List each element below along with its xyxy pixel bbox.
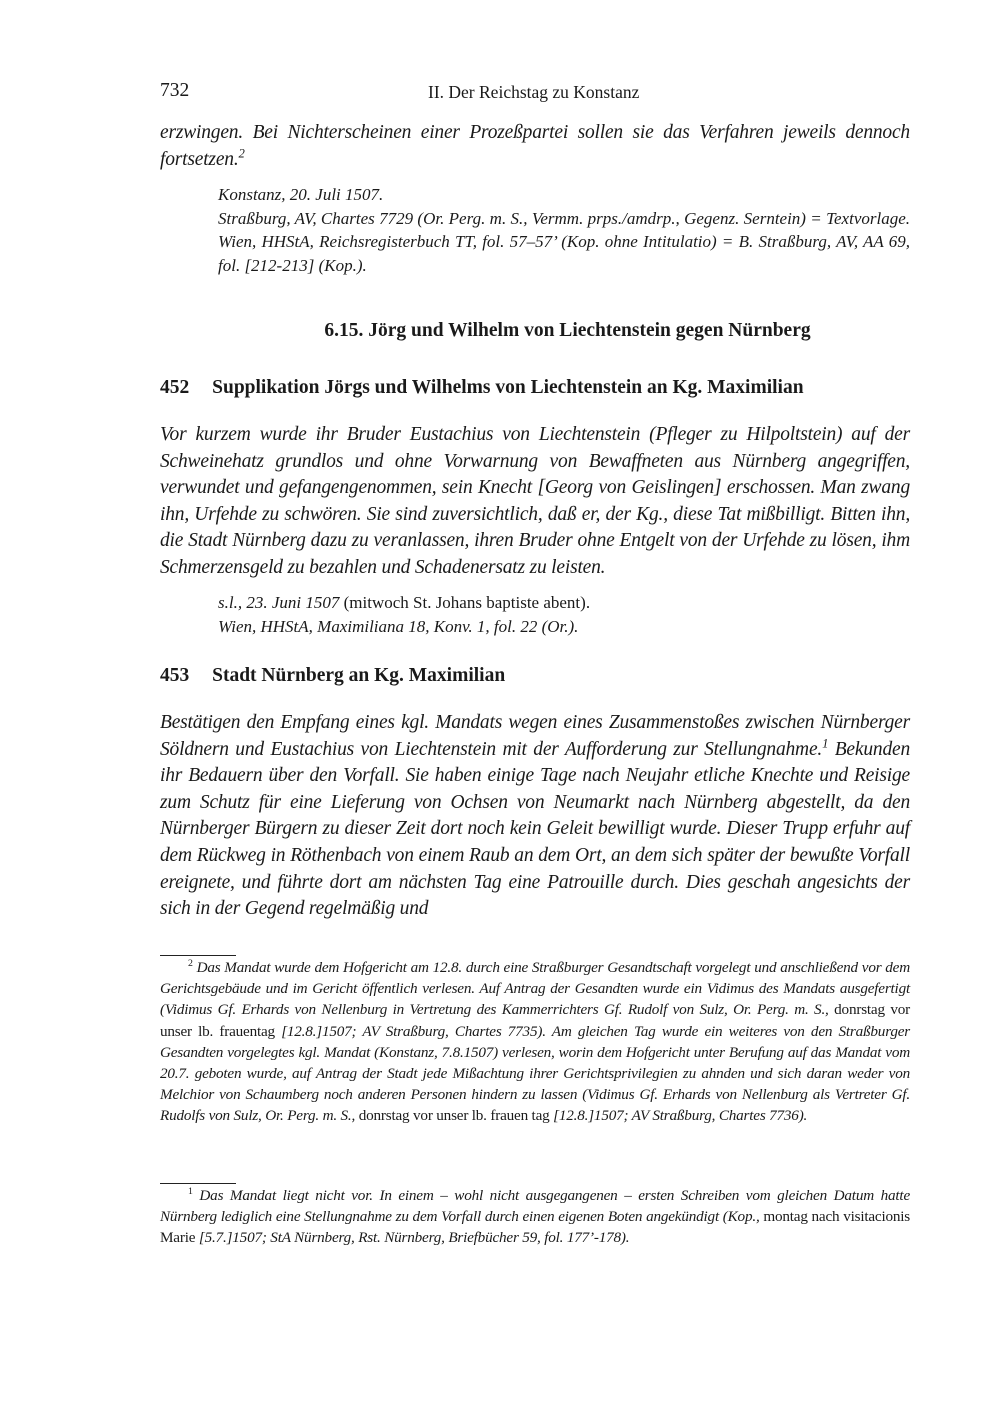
doc-number: 452 — [160, 377, 190, 398]
source-archive: Straßburg, AV, Chartes 7729 (Or. Perg. m. S., Vermm. prps./amdrp., Gegenz. Serntein) = Textvorlage. Wien, HHStA, Reichsregisterbuch TT, fol. 57–57’ (Kop. ohne Intitulatio) = B. Straßburg, AV, AA 69, fol. [212-213] (Kop.). — [218, 208, 910, 275]
footnote-ref-1[interactable]: 1 — [822, 736, 829, 751]
footnote-ref-2[interactable]: 2 — [238, 146, 245, 161]
footnote-text: [5.7.]1507; StA Nürnberg, Rst. Nürnberg, Briefbücher 59, fol. 177’-178). — [198, 1229, 630, 1247]
doc-453-summary — [160, 710, 910, 923]
section-heading: 6.15. Jörg und Wilhelm von Liechtenstein gegen Nürnberg — [324, 320, 811, 341]
footnote-quote: montag nach visitacionis Marie — [160, 1208, 910, 1247]
footnote-1 — [160, 1185, 910, 1249]
footnote-quote: donrstag vor unser lb. frauen tag — [355, 1107, 554, 1125]
carryover-source — [218, 183, 910, 277]
footnote-text: Das Mandat wurde dem Hofgericht am 12.8. durch eine Straßburger Gesandtschaft vorgelegt und anschließend vor dem Gerichtsgebäude und im Gericht öffentlich verlesen. Auf Antrag der Gesandten wurde ein Vidimus des Mandats ausgefertigt (Vidimus Gf. Erhards von Nellenburg in Vertretung des Kammerrichters Gf. Rudolf von Sulz, Or. Perg. m. S., — [160, 959, 910, 1019]
doc-452-source — [218, 591, 910, 638]
footnote-text: Das Mandat liegt nicht vor. In einem – wohl nicht ausgegangenen – ersten Schreiben vom gleichen Datum hatte Nürnberg lediglich eine Stellungnahme zu dem Vorfall durch einen eigenen Boten angekündigt (Kop., — [160, 1187, 910, 1226]
footnote-2 — [160, 957, 910, 1127]
footnote-quote: donrstag vor unser lb. frauentag — [160, 1001, 910, 1040]
footnote-text: [12.8.]1507; AV Straßburg, Chartes 7735). Am gleichen Tag wurde ein weiteres von den Straßburger Gesandten vorgelegtes kgl. Mandat (Konstanz, 7.8.1507) verlesen, worin dem Hofgericht unter Berufung auf das Mandat vom 20.7. geboten wurde, auf Antrag der Stadt jede Mißachtung ihrer Gerichtsprivilegien zu ahnden und sich daran weder von Melchior von Schaumberg noch anderen Personen hindern zu lassen (Vidimus Gf. Erhards von Nellenburg als Vertreter Gf. Rudolfs von Sulz, Or. Perg. m. S., — [160, 1022, 910, 1125]
footnote-divider — [160, 1183, 236, 1184]
summary-text: Bestätigen den Empfang eines kgl. Mandats wegen eines Zusammenstoßes zwischen Nürnberger Söldnern und Eustachius von Liechtenstein mit der Aufforderung zur Stellungnahme. — [160, 712, 910, 760]
carryover-paragraph — [160, 120, 910, 173]
source-date: s.l., 23. Juni 1507 — [218, 593, 340, 612]
page-header — [160, 80, 910, 102]
footnote-mark: 1 — [188, 1185, 193, 1197]
source-date: Konstanz, 20. Juli 1507. — [218, 185, 384, 204]
doc-title: Stadt Nürnberg an Kg. Maximilian — [212, 665, 506, 686]
source-date-original: (mitwoch St. Johans baptiste abent). — [339, 593, 591, 612]
doc-452-heading — [160, 377, 910, 399]
footnote-mark: 2 — [188, 957, 193, 969]
running-title: II. Der Reichstag zu Konstanz — [428, 82, 640, 102]
footnote-divider — [160, 955, 236, 956]
doc-number: 453 — [160, 665, 190, 686]
doc-452-summary: Vor kurzem wurde ihr Bruder Eustachius von Liechtenstein (Pfleger zu Hilpoltstein) auf der Schweinehatz grundlos und ohne Vorwarnung von Bewaffneten aus Nürnberg angegriffen, verwundet und gefangengenommen, sein Knecht [Georg von Geislingen] erschossen. Man zwang ihn, Urfehde zu schwören. Sie sind zuversichtlich, daß er, der Kg., diese Tat mißbilligt. Bitten ihn, die Stadt Nürnberg dazu zu veranlassen, ihren Bruder ohne Entgelt von der Urfehde zu lösen, ihm Schmerzensgeld zu bezahlen und Schadenersatz zu leisten. — [160, 424, 910, 578]
doc-453-heading — [160, 665, 910, 687]
summary-text-cont: Bekunden ihr Bedauern über den Vorfall. Sie haben einige Tage nach Neujahr etliche Knechte und Reisige zum Schutz für eine Lieferung von Ochsen von Neumarkt nach Nürnberg abgestellt, da den Nürnberger Bürgern zu dieser Zeit dort noch kein Geleit bewilligt wurde. Dieser Trupp erfuhr auf dem Rückweg in Röthenbach von einem Raub an dem Ort, an dem sich später der bewußte Vorfall ereignete, und führte dort am nächsten Tag eine Patrouille durch. Dies geschah angesichts der sich in der Gegend regelmäßig und — [160, 738, 910, 920]
doc-title: Supplikation Jörgs und Wilhelms von Liechtenstein an Kg. Maximilian — [212, 377, 804, 398]
source-archive: Wien, HHStA, Maximiliana 18, Konv. 1, fol. 22 (Or.). — [218, 616, 579, 636]
carryover-text: erzwingen. Bei Nichterscheinen einer Prozeßpartei sollen sie das Verfahren jeweils dennoch fortsetzen. — [160, 122, 910, 170]
page-number: 732 — [160, 80, 190, 101]
footnote-text: [12.8.]1507; AV Straßburg, Chartes 7736). — [553, 1107, 808, 1125]
